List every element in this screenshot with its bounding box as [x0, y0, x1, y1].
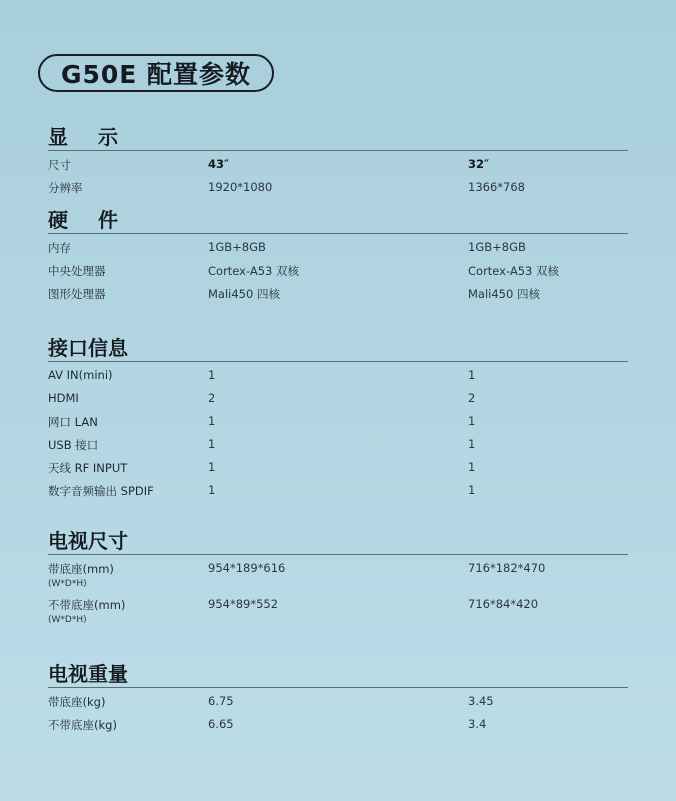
- title-pill: [38, 54, 274, 92]
- section-title-tv-weight: 电视重量: [48, 662, 128, 686]
- spec-label-main: 不带底座(mm): [48, 598, 126, 612]
- spec-row-lan: [48, 411, 628, 434]
- spec-value-43: 1: [208, 414, 216, 428]
- spec-label: 尺寸: [48, 158, 71, 172]
- spec-row-hdmi: [48, 388, 628, 411]
- section-title-tv-size: 电视尺寸: [48, 529, 128, 553]
- spec-label-sub: (W*D*H): [48, 615, 87, 625]
- spec-label: [48, 561, 114, 589]
- section-divider: [48, 150, 628, 151]
- section-divider: [48, 233, 628, 234]
- spec-value-43: 954*89*552: [208, 597, 279, 611]
- spec-value-43: 1: [208, 483, 216, 497]
- spec-value-32: 1GB+8GB: [468, 240, 526, 254]
- spec-row-with-stand: [48, 558, 628, 594]
- spec-value-43: 954*189*616: [208, 561, 286, 575]
- spec-value-32: 2: [468, 391, 476, 405]
- spec-value-43: 1: [208, 460, 216, 474]
- spec-row-spdif: [48, 480, 628, 503]
- spec-row-memory: [48, 237, 628, 260]
- spec-label: AV IN(mini): [48, 368, 113, 382]
- spec-row-without-stand: [48, 594, 628, 630]
- spec-value-43: 6.75: [208, 694, 234, 708]
- spec-label: HDMI: [48, 391, 79, 405]
- spec-value-43: 1920*1080: [208, 180, 273, 194]
- spec-label-sub: (W*D*H): [48, 579, 87, 589]
- spec-value-43: 1GB+8GB: [208, 240, 266, 254]
- spec-value-32: 1: [468, 368, 476, 382]
- section-tv-size: [48, 528, 628, 630]
- section-divider: [48, 361, 628, 362]
- section-display: [48, 124, 628, 200]
- spec-value-43: 43″: [208, 157, 230, 171]
- spec-value-43: 2: [208, 391, 216, 405]
- section-title-display: 显示: [48, 125, 148, 149]
- spec-label: 内存: [48, 241, 71, 255]
- spec-value-32: Mali450 四核: [468, 287, 540, 301]
- spec-value-32: 3.45: [468, 694, 494, 708]
- spec-label: 数字音频输出 SPDIF: [48, 484, 154, 498]
- spec-value-32: Cortex-A53 双核: [468, 264, 560, 278]
- spec-row-rf-input: [48, 457, 628, 480]
- spec-label: 分辨率: [48, 181, 83, 195]
- section-divider: [48, 687, 628, 688]
- spec-label: USB 接口: [48, 438, 99, 452]
- spec-label: 网口 LAN: [48, 415, 98, 429]
- spec-row-usb: [48, 434, 628, 457]
- spec-label: 不带底座(kg): [48, 718, 117, 732]
- spec-value-32: 1: [468, 437, 476, 451]
- spec-value-32: 32″: [468, 157, 490, 171]
- spec-value-43: 6.65: [208, 717, 234, 731]
- spec-value-32: 1366*768: [468, 180, 525, 194]
- spec-value-43: 1: [208, 437, 216, 451]
- spec-label: 天线 RF INPUT: [48, 461, 128, 475]
- spec-value-32: 3.4: [468, 717, 487, 731]
- section-title-hardware: 硬件: [48, 208, 148, 232]
- spec-row-weight-without-stand: [48, 714, 628, 737]
- spec-value-43: Cortex-A53 双核: [208, 264, 300, 278]
- section-title-interfaces: 接口信息: [48, 336, 128, 360]
- section-divider: [48, 554, 628, 555]
- spec-label: [48, 597, 125, 625]
- spec-value-43: Mali450 四核: [208, 287, 280, 301]
- spec-row-size: [48, 154, 628, 177]
- section-tv-weight: [48, 661, 628, 737]
- spec-value-32: 716*182*470: [468, 561, 546, 575]
- spec-row-gpu: [48, 283, 628, 306]
- spec-value-32: 1: [468, 460, 476, 474]
- spec-row-av-in: [48, 365, 628, 388]
- section-interfaces: [48, 335, 628, 503]
- spec-value-32: 1: [468, 414, 476, 428]
- page-title: G50E 配置参数: [60, 60, 252, 89]
- spec-row-cpu: [48, 260, 628, 283]
- spec-value-32: 1: [468, 483, 476, 497]
- spec-label: 中央处理器: [48, 264, 106, 278]
- spec-value-43: 1: [208, 368, 216, 382]
- spec-row-weight-with-stand: [48, 691, 628, 714]
- spec-value-32: 716*84*420: [468, 597, 539, 611]
- spec-label: 图形处理器: [48, 287, 106, 301]
- spec-label: 带底座(kg): [48, 695, 106, 709]
- spec-label-main: 带底座(mm): [48, 562, 114, 576]
- spec-row-resolution: [48, 177, 628, 200]
- section-hardware: [48, 207, 628, 306]
